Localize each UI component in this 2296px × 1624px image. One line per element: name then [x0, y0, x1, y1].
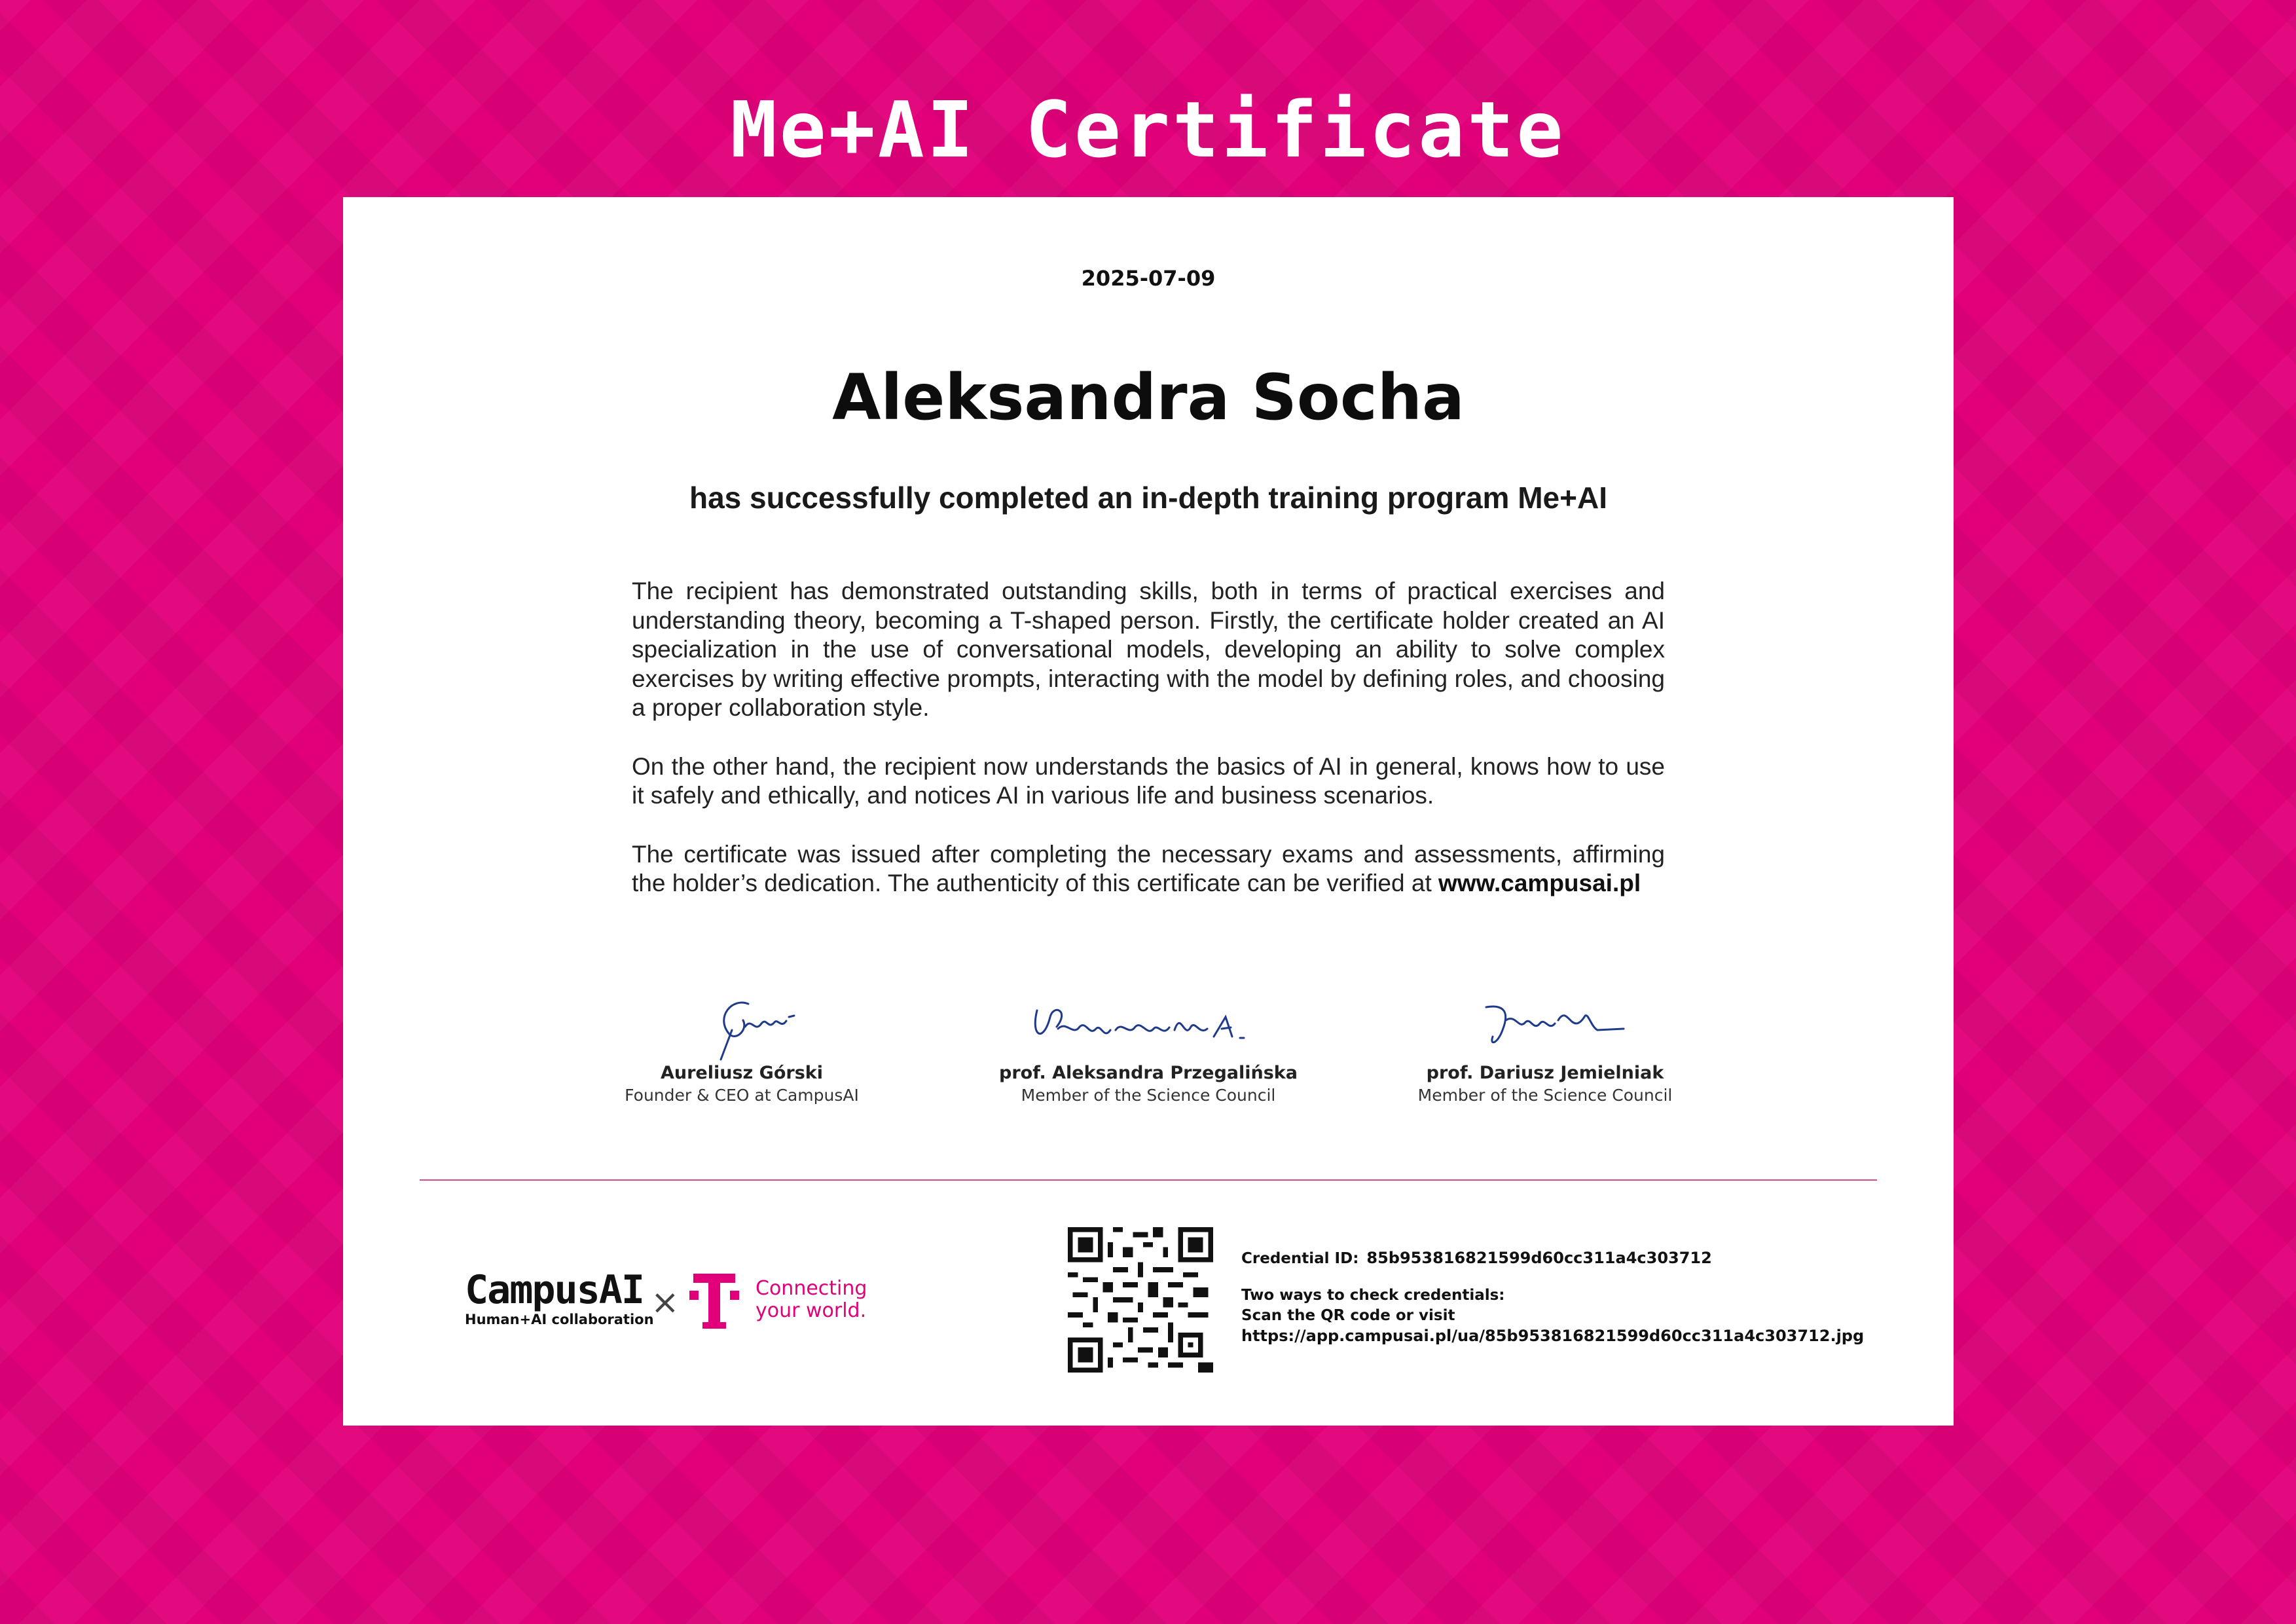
- telekom-slogan-line2: your world.: [756, 1299, 867, 1322]
- certificate-title: Me+AI Certificate: [730, 84, 1566, 175]
- signature-jemielniak: [1460, 991, 1630, 1063]
- telekom-slogan: [756, 1278, 867, 1322]
- credential-id: 85b953816821599d60cc311a4c303712: [1366, 1249, 1712, 1267]
- credential-row: [1241, 1249, 1864, 1267]
- signature-block-jemielniak: [1375, 991, 1715, 1105]
- telekom-t-icon: [688, 1272, 740, 1335]
- certificate-body: [632, 577, 1665, 928]
- partnership-times: ×: [651, 1283, 680, 1322]
- issue-date: 2025-07-09: [1081, 266, 1216, 291]
- check-line-1: Two ways to check credentials:: [1241, 1287, 1505, 1304]
- body-paragraph-1: The recipient has demonstrated outstanding skills, both in terms of practical exercises and understanding theory, becoming a T-shaped person. Firstly, the certificate holder created an AI specialization in the use of conversational models, developing an ability to solve complex exercises by writing effective prompts, interacting with the model by defining roles, and choosing a proper collaboration style.: [632, 578, 1665, 721]
- signatory-role: Member of the Science Council: [1021, 1086, 1276, 1105]
- signature-przegalinska: [1017, 991, 1279, 1063]
- signature-block-przegalinska: [978, 991, 1319, 1105]
- verify-link[interactable]: www.campusai.pl: [1438, 870, 1641, 896]
- signature-block-gorski: [572, 991, 912, 1105]
- footer-divider: [420, 1179, 1877, 1181]
- recipient-name: Aleksandra Socha: [832, 361, 1465, 434]
- credential-check: [1241, 1285, 1864, 1346]
- credential-url[interactable]: https://app.campusai.pl/ua/85b953816821599d60cc311a4c303712.jpg: [1241, 1327, 1865, 1345]
- qr-code-icon[interactable]: [1068, 1227, 1213, 1373]
- signatory-name: prof. Dariusz Jemielniak: [1426, 1063, 1664, 1083]
- signatory-role: Member of the Science Council: [1417, 1086, 1673, 1105]
- campusai-wordmark: CampusAI: [465, 1267, 644, 1313]
- campusai-tagline: Human+AI collaboration: [465, 1312, 654, 1327]
- credential-label: Credential ID:: [1241, 1250, 1359, 1267]
- campusai-logo: [465, 1267, 654, 1327]
- signatory-role: Founder & CEO at CampusAI: [625, 1086, 859, 1105]
- signatory-name: Aureliusz Górski: [661, 1063, 823, 1083]
- completion-statement: has successfully completed an in-depth training program Me+AI: [689, 481, 1607, 515]
- body-paragraph-3-text: The certificate was issued after completing the necessary exams and assessments, affirming the holder’s dedication. The authenticity of this certificate can be verified at: [632, 840, 1665, 896]
- check-line-2: Scan the QR code or visit: [1241, 1307, 1455, 1324]
- signatory-name: prof. Aleksandra Przegalińska: [999, 1063, 1298, 1083]
- certificate-card: [343, 197, 1954, 1426]
- body-paragraph-2: On the other hand, the recipient now understands the basics of AI in general, knows how to use it safely and ethically, and notices AI in various life and business scenarios.: [632, 752, 1665, 809]
- telekom-slogan-line1: Connecting: [756, 1277, 867, 1300]
- credential-info: [1241, 1249, 1864, 1346]
- signature-gorski: [670, 991, 814, 1063]
- body-paragraph-3: [632, 840, 1665, 898]
